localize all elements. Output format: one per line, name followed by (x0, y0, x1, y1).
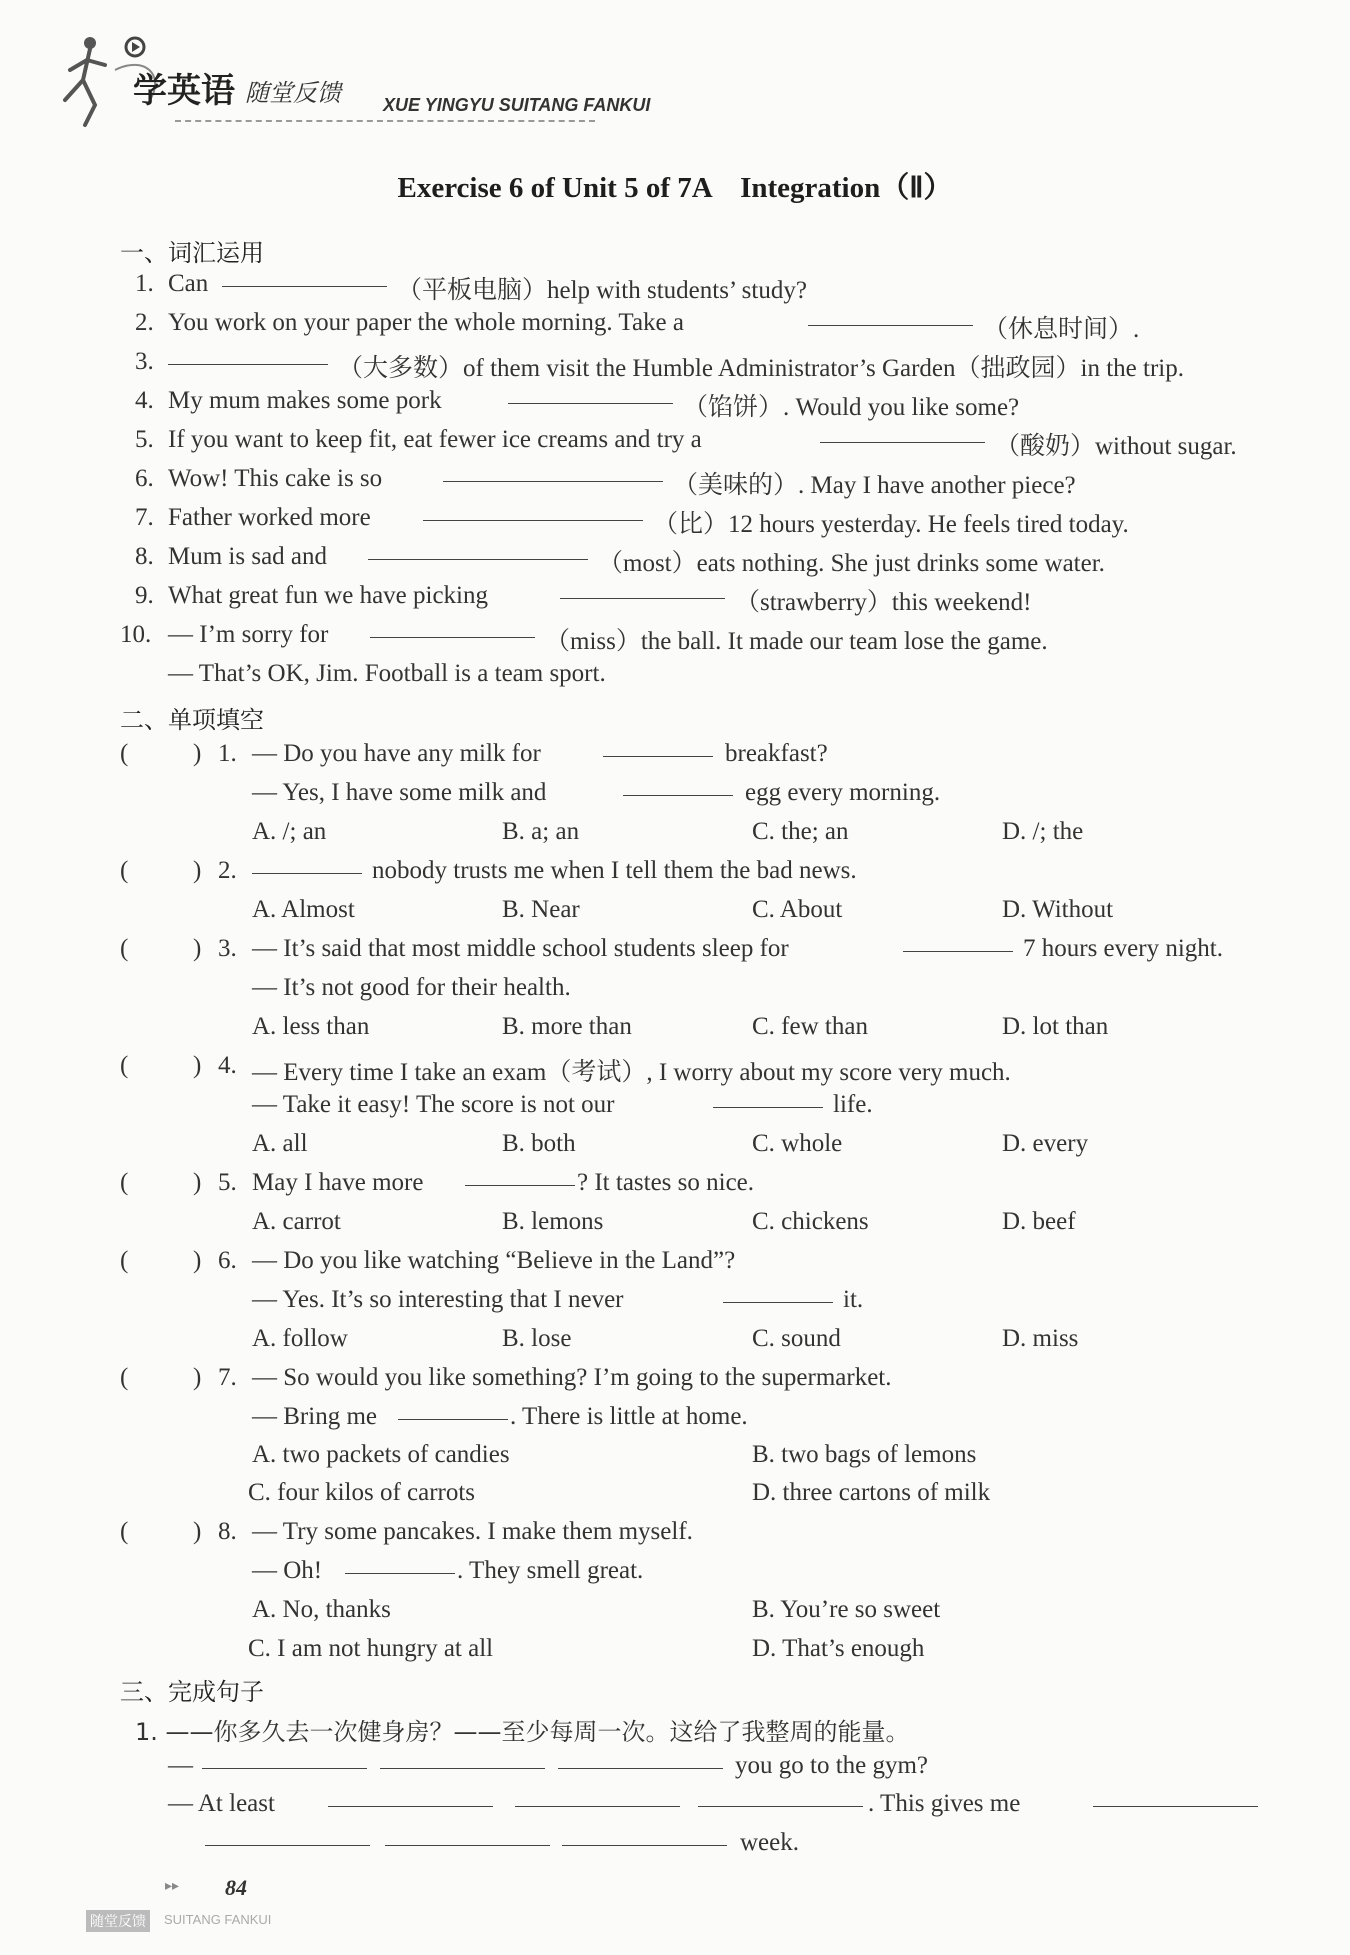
question-text: ? It tastes so nice. (577, 1169, 755, 1196)
answer-paren-close: ) (193, 1169, 202, 1196)
option-d[interactable]: D. Without (1002, 896, 1114, 923)
answer-blank[interactable] (558, 1768, 723, 1769)
answer-paren-close: ) (193, 857, 202, 884)
option-c[interactable]: C. four kilos of carrots (248, 1479, 476, 1506)
question-number: 6. (218, 1247, 237, 1274)
answer-blank (252, 873, 362, 874)
question-text: breakfast? (725, 740, 828, 767)
question-text: nobody trusts me when I tell them the bad news. (372, 857, 857, 884)
answer-blank[interactable] (368, 559, 588, 560)
question-number: 4. (218, 1052, 237, 1079)
question-text: — Every time I take an exam（考试）, I worry about my score very much. (252, 1059, 1011, 1086)
question-text: — At least (168, 1790, 275, 1817)
item-number: 7. (135, 504, 154, 531)
item-text: （大多数）of them visit the Humble Administrator’s Garden（拙政园）in the trip. (338, 355, 1184, 382)
question-text: — Yes. It’s so interesting that I never (252, 1286, 624, 1313)
item-text: If you want to keep fit, eat fewer ice creams and try a (168, 426, 702, 453)
option-d[interactable]: D. miss (1002, 1325, 1079, 1352)
item-number: 4. (135, 387, 154, 414)
item-text: Mum is sad and (168, 543, 328, 570)
item-number: 9. (135, 582, 154, 609)
item-text: （most）eats nothing. She just drinks some water. (598, 550, 1105, 577)
option-c[interactable]: C. About (752, 896, 843, 923)
option-c[interactable]: C. I am not hungry at all (248, 1635, 494, 1662)
option-a[interactable]: A. carrot (252, 1208, 341, 1235)
question-number: 7. (218, 1364, 237, 1391)
item-number: 2. (135, 309, 154, 336)
item-number: 8. (135, 543, 154, 570)
answer-blank (465, 1185, 575, 1186)
option-d[interactable]: D. /; the (1002, 818, 1084, 845)
question-number: 5. (218, 1169, 237, 1196)
item-text: Father worked more (168, 504, 371, 531)
item-text: （平板电脑）help with students’ study? (397, 277, 807, 304)
answer-paren[interactable]: ( (120, 857, 129, 884)
answer-paren-close: ) (193, 740, 202, 767)
answer-blank[interactable] (205, 1845, 370, 1846)
option-d[interactable]: D. beef (1002, 1208, 1076, 1235)
question-text: — Bring me (252, 1403, 377, 1430)
option-b[interactable]: B. both (502, 1130, 576, 1157)
footer-arrow-icon: ▸▸ (165, 1878, 180, 1894)
answer-blank[interactable] (698, 1806, 863, 1807)
item-number: 5. (135, 426, 154, 453)
option-b[interactable]: B. more than (502, 1013, 632, 1040)
section2-heading: 二、单项填空 (120, 706, 264, 734)
brand-cn: 学英语 (133, 71, 235, 111)
question-text: . They smell great. (457, 1557, 644, 1584)
section1-heading: 一、词汇运用 (120, 239, 264, 267)
answer-blank[interactable] (380, 1768, 545, 1769)
answer-paren-close: ) (193, 1247, 202, 1274)
answer-blank[interactable] (222, 286, 387, 287)
item-text: （馅饼）. Would you like some? (683, 394, 1020, 421)
option-c[interactable]: C. chickens (752, 1208, 869, 1235)
item-number: 6. (135, 465, 154, 492)
footer-label-en: SUITANG FANKUI (164, 1912, 272, 1927)
item-text: — That’s OK, Jim. Football is a team sport. (168, 660, 606, 687)
answer-blank[interactable] (370, 637, 535, 638)
item-text: （miss）the ball. It made our team lose the game. (545, 628, 1048, 655)
answer-blank[interactable] (1093, 1806, 1258, 1807)
answer-blank[interactable] (562, 1845, 727, 1846)
item-text: （酸奶）without sugar. (995, 433, 1237, 460)
answer-blank (603, 756, 713, 757)
option-b[interactable]: B. Near (502, 896, 580, 923)
question-text: life. (833, 1091, 873, 1118)
option-b[interactable]: B. two bags of lemons (752, 1441, 977, 1468)
answer-blank[interactable] (168, 364, 328, 365)
footer-label (82, 1908, 292, 1930)
section3-heading: 三、完成句子 (120, 1678, 264, 1706)
item-text: What great fun we have picking (168, 582, 489, 609)
question-text: . This gives me (868, 1790, 1021, 1817)
page-number: 84 (225, 1875, 247, 1900)
question-number: 3. (218, 935, 237, 962)
answer-blank (398, 1419, 508, 1420)
question-text: it. (843, 1286, 864, 1313)
question-text: egg every morning. (745, 779, 941, 806)
answer-paren[interactable]: ( (120, 935, 129, 962)
question-text: 1. ——你多久去一次健身房？——至少每周一次。这给了我整周的能量。 (135, 1718, 910, 1746)
question-text: . There is little at home. (510, 1403, 748, 1430)
question-text: — Try some pancakes. I make them myself. (252, 1518, 693, 1545)
answer-blank (723, 1302, 833, 1303)
answer-blank[interactable] (202, 1768, 367, 1769)
answer-blank[interactable] (423, 520, 643, 521)
answer-blank[interactable] (385, 1845, 550, 1846)
option-b[interactable]: B. You’re so sweet (752, 1596, 941, 1623)
question-number: 8. (218, 1518, 237, 1545)
question-text: — Do you like watching “Believe in the Land”? (252, 1247, 736, 1274)
dash: — (168, 1752, 193, 1779)
answer-blank[interactable] (820, 442, 985, 443)
header-divider (175, 120, 595, 122)
answer-paren[interactable]: ( (120, 1518, 129, 1545)
question-text: — Take it easy! The score is not our (252, 1091, 615, 1118)
answer-paren[interactable]: ( (120, 1247, 129, 1274)
item-text: Can (168, 270, 209, 297)
item-text: My mum makes some pork (168, 387, 442, 414)
question-text: — So would you like something? I’m going to the supermarket. (252, 1364, 892, 1391)
item-text: Wow! This cake is so (168, 465, 383, 492)
question-text: — It’s not good for their health. (252, 974, 571, 1001)
answer-blank[interactable] (808, 325, 973, 326)
option-a[interactable]: A. No, thanks (252, 1596, 391, 1623)
answer-paren-close: ) (193, 1518, 202, 1545)
option-a[interactable]: A. two packets of candies (252, 1441, 510, 1468)
option-a[interactable]: A. all (252, 1130, 308, 1157)
item-text: You work on your paper the whole morning. Take a (168, 309, 684, 336)
question-text: — Yes, I have some milk and (252, 779, 547, 806)
item-text: （strawberry）this weekend! (735, 589, 1032, 616)
option-c[interactable]: C. whole (752, 1130, 843, 1157)
item-text: — I’m sorry for (168, 621, 329, 648)
question-number: 1. (218, 740, 237, 767)
answer-blank[interactable] (328, 1806, 493, 1807)
option-d[interactable]: D. three cartons of milk (752, 1479, 991, 1506)
answer-paren-close: ) (193, 1052, 202, 1079)
option-c[interactable]: C. few than (752, 1013, 868, 1040)
question-text: week. (740, 1829, 799, 1856)
answer-blank (903, 951, 1013, 952)
option-a[interactable]: A. follow (252, 1325, 348, 1352)
option-d[interactable]: D. every (1002, 1130, 1089, 1157)
item-number: 10. (120, 621, 152, 648)
item-text: （休息时间）. (983, 316, 1140, 343)
answer-blank (345, 1573, 455, 1574)
option-d[interactable]: D. That’s enough (752, 1635, 925, 1662)
page-title: Exercise 6 of Unit 5 of 7A Integration（Ⅱ） (397, 172, 953, 204)
brand-en: XUE YINGYU SUITANG FANKUI (383, 95, 651, 115)
answer-blank[interactable] (560, 598, 725, 599)
answer-paren-close: ) (193, 935, 202, 962)
question-number: 2. (218, 857, 237, 884)
item-number: 1. (135, 270, 154, 297)
answer-paren-close: ) (193, 1364, 202, 1391)
answer-paren[interactable]: ( (120, 1052, 129, 1079)
question-text: you go to the gym? (735, 1752, 929, 1779)
option-c[interactable]: C. sound (752, 1325, 841, 1352)
answer-paren[interactable]: ( (120, 1169, 129, 1196)
answer-blank[interactable] (515, 1806, 680, 1807)
answer-blank[interactable] (443, 481, 663, 482)
footer-label-cn: 随堂反馈 (86, 1910, 150, 1932)
answer-blank (713, 1107, 823, 1108)
brand-cn-sub: 随堂反馈 (245, 79, 341, 107)
answer-paren[interactable]: ( (120, 740, 129, 767)
question-text: — Do you have any milk for (252, 740, 541, 767)
option-d[interactable]: D. lot than (1002, 1013, 1109, 1040)
option-a[interactable]: A. less than (252, 1013, 370, 1040)
answer-blank (623, 795, 733, 796)
header-banner (55, 25, 695, 140)
option-a[interactable]: A. /; an (252, 818, 327, 845)
question-text: — It’s said that most middle school students sleep for (252, 935, 789, 962)
question-text: — Oh! (252, 1557, 323, 1584)
option-b[interactable]: B. lose (502, 1325, 572, 1352)
question-text: 7 hours every night. (1023, 935, 1223, 962)
answer-blank[interactable] (508, 403, 673, 404)
item-text: （美味的）. May I have another piece? (673, 472, 1076, 499)
option-b[interactable]: B. a; an (502, 818, 580, 845)
item-text: （比）12 hours yesterday. He feels tired today. (653, 511, 1129, 538)
answer-paren[interactable]: ( (120, 1364, 129, 1391)
question-text: May I have more (252, 1169, 424, 1196)
option-c[interactable]: C. the; an (752, 818, 849, 845)
option-a[interactable]: A. Almost (252, 896, 355, 923)
item-number: 3. (135, 348, 154, 375)
option-b[interactable]: B. lemons (502, 1208, 604, 1235)
